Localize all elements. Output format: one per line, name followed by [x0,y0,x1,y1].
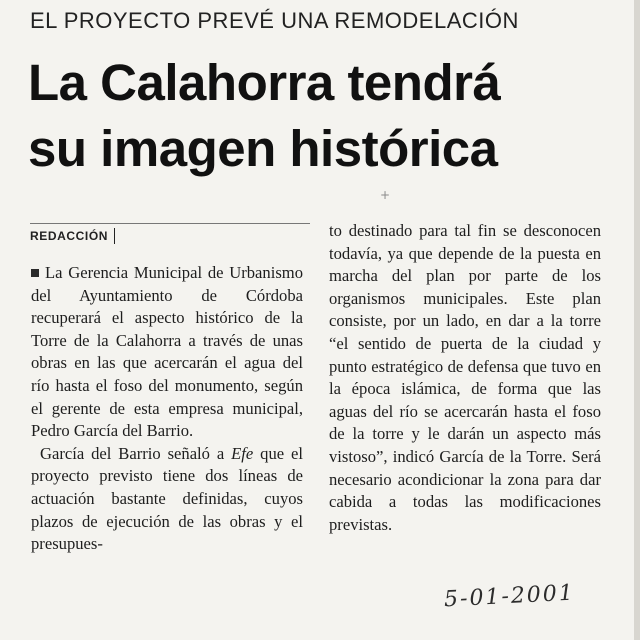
article-kicker: EL PROYECTO PREVÉ UNA REMODELACIÓN [30,8,519,33]
headline-line-1: La Calahorra tendrá [28,54,501,111]
paragraph-2-text-b: que el proyecto previsto tiene dos líneas de actuación bastante definidas, cuyos plazos de ejecución de las obras y el presupues- [31,443,303,554]
article-byline: REDACCIÓN [30,228,115,244]
article-column-1 [31,262,303,556]
article-headline [28,50,628,182]
headline-line-2: su imagen histórica [28,120,498,177]
paragraph-2-text-a: García del Barrio señaló a [40,443,232,463]
paragraph-2 [31,443,303,556]
handwritten-date: 5-01-2001 [443,580,576,613]
article-column-2 [329,220,601,536]
bullet-icon [31,269,39,277]
agency-name: Efe [231,443,254,463]
paragraph-1 [31,262,303,443]
print-mark: + [380,188,391,202]
page-edge [634,0,640,640]
byline-rule [30,223,310,245]
paragraph-3: to destinado para tal fin se desconocen todavía, ya que depende de la puesta en marcha del plan por parte de los organismos municipales. Este plan consiste, por un lado, en dar a la torre “el sentido de puerta de la ciudad y punto estratégico de defensa que tuvo en la época islámica, de forma que las aguas del río se acercarán hasta el foso de la torre y le darán un aspecto más vistoso”, indicó García de la Torre. Será necesario acondicionar la zona para dar cabida a todas las modificaciones previstas. [329,221,601,534]
paragraph-1-text: La Gerencia Municipal de Urbanismo del Ayuntamiento de Córdoba recuperará el aspecto histórico de la Torre de la Calahorra a través de unas obras en las que acercarán el agua del río hasta el foso del monumento, según el gerente de esta empresa municipal, Pedro García del Barrio. [31,263,303,441]
